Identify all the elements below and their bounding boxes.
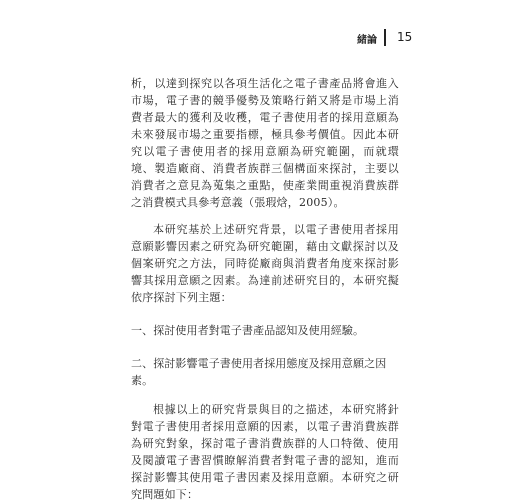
paragraph-2: 本研究基於上述研究背景，以電子書使用者採用意願影響因素之研究為研究範圍，藉由文獻探討以及個案研究之方法，同時從廠商與消費者角度來探討影響其採用意願之因素。為達前述研究目的，本研究擬依序探討下列主題： [131,223,399,304]
research-topic-1: 一、探討使用者對電子書產品認知及使用經驗。 [131,324,365,337]
running-head [0,29,520,49]
paragraph-1: 析，以達到探究以各項生活化之電子書產品將會進入市場，電子書的競爭優勢及策略行銷又將是市場上消費者最大的獲利及收穫，電子書使用者的採用意願為未來發展市場之重要指標，極具參考價值。因此本研究以電子書使用者的採用意願為研究範圍，而就環境、製造廠商、消費者族群三個構面來探討，主要以消費者之意見為蒐集之重點，使產業間重視消費族群之消費模式具參考意義（張瑕焓，2005）。 [131,77,399,209]
paragraph-3: 根據以上的研究背景與目的之描述，本研究將針對電子書使用者採用意願的因素，以電子書消費族群為研究對象，探討電子書消費族群的人口特徵、使用及閱讀電子書習慣瞭解消費者對電子書的認知，進而探討影響其使用電子書因素及採用意願。本研究之研究問題如下： [131,403,399,501]
research-topic-2: 二、探討影響電子書使用者採用態度及採用意願之因素。 [131,357,387,387]
section-title: 緒論 [357,35,377,46]
page-number: 15 [397,30,413,44]
header-divider [384,29,386,46]
page-body [131,75,399,503]
